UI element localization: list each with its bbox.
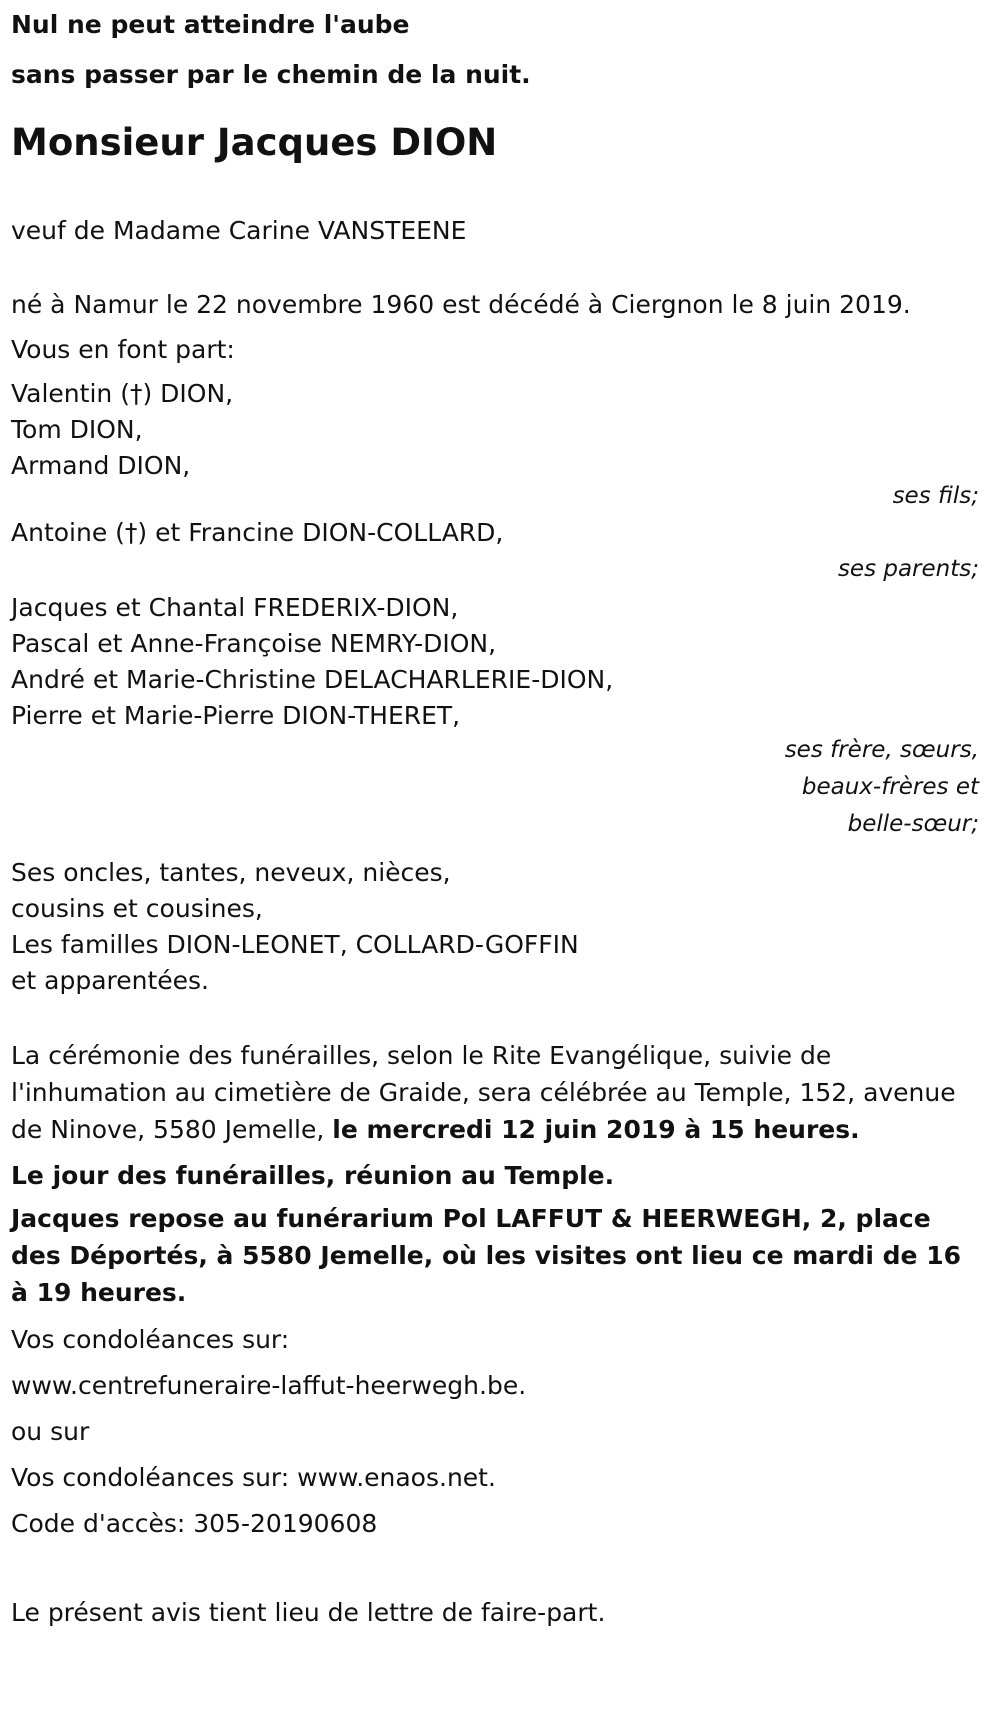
epigraph-line-2: sans passer par le chemin de la nuit. <box>11 60 531 89</box>
deceased-name: Monsieur Jacques DION <box>11 121 498 164</box>
family-line: Ses oncles, tantes, neveux, nièces, <box>11 858 451 887</box>
family-member: Armand DION, <box>11 451 191 480</box>
parents-line: Antoine (†) et Francine DION-COLLARD, <box>11 518 504 547</box>
sons-label: ses fils; <box>892 483 979 509</box>
family-line: et apparentées. <box>11 966 209 995</box>
widower-line: veuf de Madame Carine VANSTEENE <box>11 216 467 245</box>
siblings-label-line: ses frère, sœurs, <box>784 737 979 763</box>
family-member: Valentin (†) DION, <box>11 379 234 408</box>
siblings-label <box>11 732 989 843</box>
family-line: Les familles DION-LEONET, COLLARD-GOFFIN <box>11 930 579 959</box>
siblings-label-line: beaux-frères et <box>801 774 979 800</box>
siblings-label-line: belle-sœur; <box>847 811 979 837</box>
family-line: cousins et cousines, <box>11 894 263 923</box>
extended-family <box>11 855 989 999</box>
funeral-home-info: Jacques repose au funérarium Pol LAFFUT & HEERWEGH, 2, place des Déportés, à 5580 Jemelle, où les visites ont lieu ce mardi de 16 à 19 heures. <box>11 1204 961 1307</box>
condolences-block <box>11 1317 989 1547</box>
condolences-line: Vos condoléances sur: <box>11 1325 290 1354</box>
ceremony-paragraph <box>11 1037 989 1148</box>
reunion-line: Le jour des funérailles, réunion au Temple. <box>11 1161 615 1190</box>
ceremony-date: le mercredi 12 juin 2019 à 15 heures. <box>332 1115 860 1144</box>
condolences-line-2[interactable]: Vos condoléances sur: www.enaos.net. <box>11 1463 496 1492</box>
family-member: Jacques et Chantal FREDERIX-DION, <box>11 593 459 622</box>
ceremony-text: La cérémonie des funérailles, selon le Rite Evangélique, suivie de l'inhumation au cimetière de Graide, sera célébrée au Temple, 152, avenue de Ninove, 5580 Jemelle, <box>11 1041 956 1144</box>
closing-line: Le présent avis tient lieu de lettre de faire-part. <box>11 1598 606 1627</box>
birth-death-line: né à Namur le 22 novembre 1960 est décédé à Ciergnon le 8 juin 2019. <box>11 290 911 319</box>
announce-line: Vous en font part: <box>11 335 235 364</box>
epigraph <box>11 0 989 100</box>
family-member: Tom DION, <box>11 415 143 444</box>
family-member: Pascal et Anne-Françoise NEMRY-DION, <box>11 629 497 658</box>
siblings-list <box>11 590 989 734</box>
sons-list <box>11 376 989 484</box>
condolences-website[interactable]: www.centrefuneraire-laffut-heerwegh.be. <box>11 1371 527 1400</box>
access-code: Code d'accès: 305-20190608 <box>11 1509 378 1538</box>
or-line: ou sur <box>11 1417 90 1446</box>
family-member: Pierre et Marie-Pierre DION-THERET, <box>11 701 461 730</box>
family-member: André et Marie-Christine DELACHARLERIE-DION, <box>11 665 614 694</box>
epigraph-line-1: Nul ne peut atteindre l'aube <box>11 10 410 39</box>
parents-label: ses parents; <box>837 556 979 582</box>
